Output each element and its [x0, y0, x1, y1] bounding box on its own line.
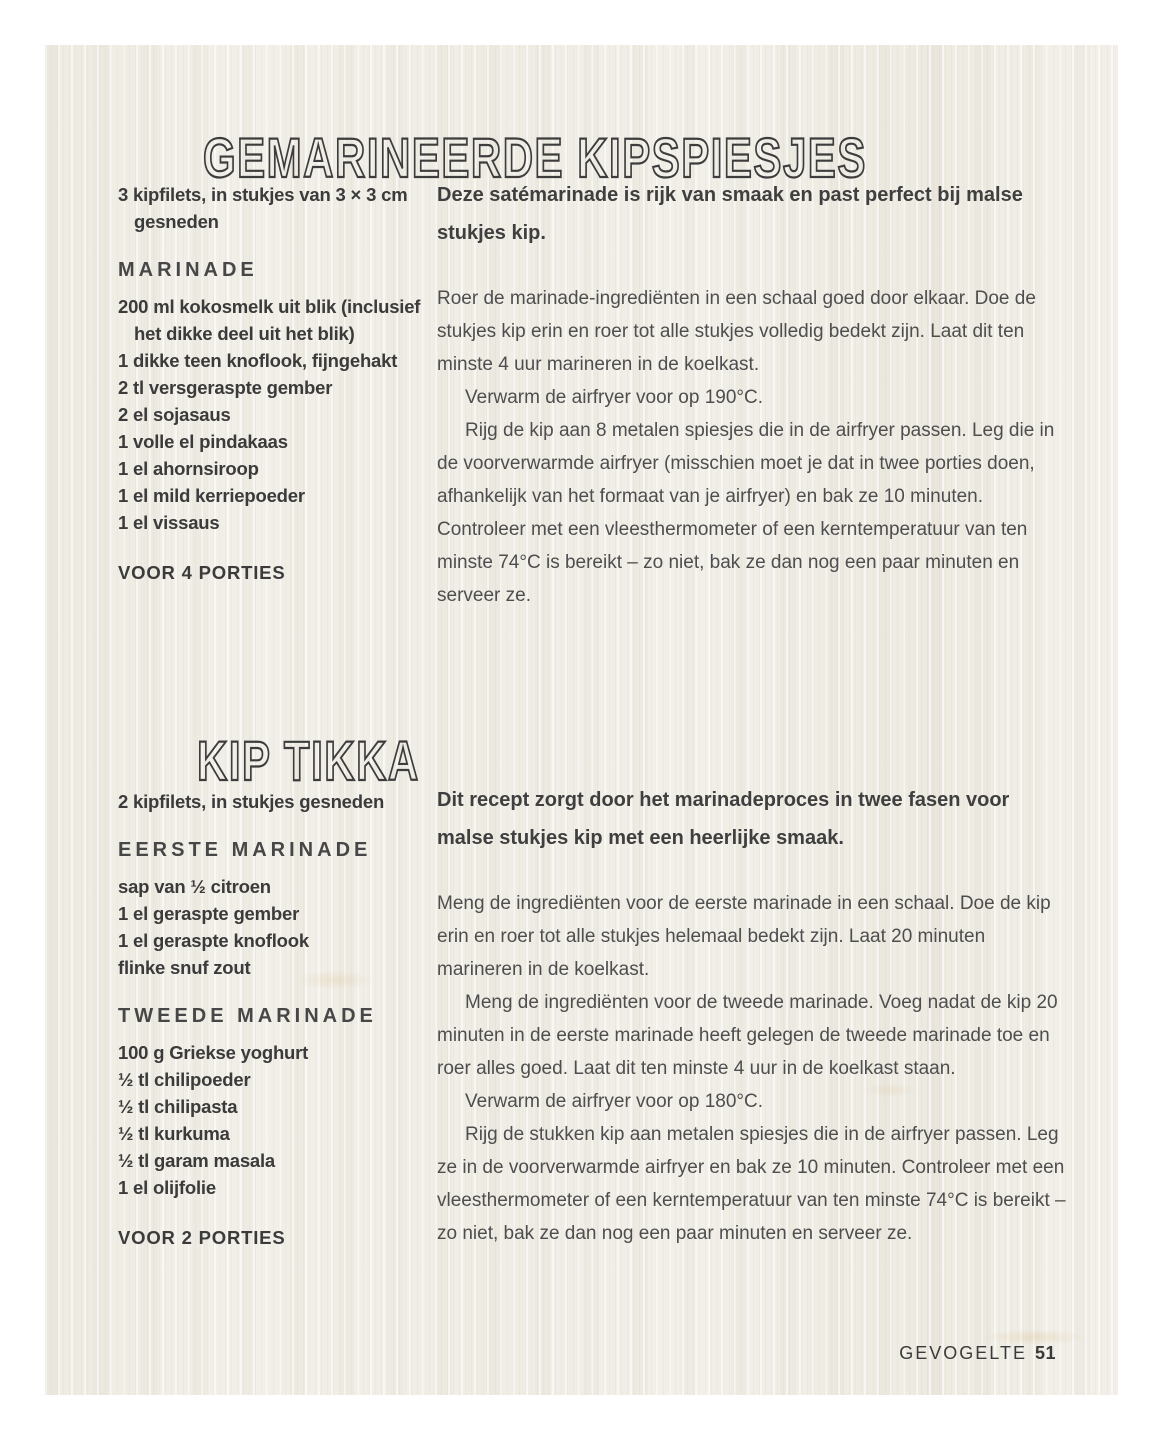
ingredient-item: 3 kipfilets, in stukjes van 3 × 3 cm gesneden [118, 184, 408, 232]
method-paragraph: Verwarm de airfryer voor op 190°C. [465, 387, 763, 408]
ingredient-item: flinke snuf zout [118, 957, 251, 978]
ingredient-item: 100 g Griekse yoghurt [118, 1042, 309, 1063]
section-header: MARINADE [118, 259, 258, 281]
ingredient-item: ½ tl chilipasta [118, 1096, 238, 1117]
ingredient-section-marinade [118, 259, 430, 536]
ingredient-item: sap van ½ citroen [118, 876, 271, 897]
method-paragraph: Meng de ingrediënten voor de eerste marinade in een schaal. Doe de kip erin en roer tot alle stukjes helemaal bedekt zijn. Laat 20 minuten marineren in de koelkast. [437, 893, 1051, 980]
method-text [437, 282, 1069, 612]
ingredients-column-recipe-1 [118, 181, 430, 584]
ingredient-item: 1 el olijfolie [118, 1177, 216, 1198]
method-paragraph: Rijg de kip aan 8 metalen spiesjes die in de airfryer passen. Leg die in de voorverwarmde airfryer (misschien moet je dat in twee porties doen, afhankelijk van het formaat van je airfryer) en bak ze 10 minuten. Controleer met een vleesthermometer of een kerntemperatuur van ten minste 74°C is bereikt – zo niet, bak ze dan nog een paar minuten en serveer ze. [437, 420, 1055, 606]
page-number: 51 [1034, 1343, 1056, 1363]
method-column-recipe-2 [437, 781, 1069, 1250]
page-footer [899, 1343, 1056, 1364]
ingredient-item: 1 dikke teen knoflook, fijngehakt [118, 350, 398, 371]
ingredients-column-recipe-2 [118, 788, 430, 1249]
ingredient-item: 1 el geraspte gember [118, 903, 300, 924]
ingredient-section-tweede-marinade [118, 1005, 430, 1201]
yield-note: VOOR 2 PORTIES [118, 1227, 286, 1248]
method-paragraph: Roer de marinade-ingrediënten in een schaal goed door elkaar. Doe de stukjes kip erin en roer tot alle stukjes volledig bedekt zijn. Laat dit ten minste 4 uur marineren in de koelkast. [437, 288, 1036, 375]
paper-background [45, 45, 1118, 1395]
section-header: EERSTE MARINADE [118, 839, 372, 861]
ingredient-list [118, 873, 430, 981]
footer-section-label: GEVOGELTE [899, 1343, 1027, 1363]
ingredient-list [118, 1039, 430, 1201]
method-text [437, 887, 1069, 1250]
ingredient-item: ½ tl kurkuma [118, 1123, 230, 1144]
recipe-intro: Dit recept zorgt door het marinadeproces in twee fasen voor malse stukjes kip met een heerlijke smaak. [437, 789, 1010, 849]
recipe-intro: Deze satémarinade is rijk van smaak en past perfect bij malse stukjes kip. [437, 184, 1023, 244]
ingredient-item: 2 kipfilets, in stukjes gesneden [118, 791, 385, 812]
ingredient-item: 1 el vissaus [118, 512, 220, 533]
method-column-recipe-1 [437, 176, 1069, 612]
section-header: TWEEDE MARINADE [118, 1005, 377, 1027]
method-paragraph: Verwarm de airfryer voor op 180°C. [465, 1091, 763, 1112]
method-paragraph: Rijg de stukken kip aan metalen spiesjes die in de airfryer passen. Leg ze in de voorverwarmde airfryer en bak ze 10 minuten. Controleer met een vleesthermometer of een kerntemperatuur van ten minste 74°C is bereikt – zo niet, bak ze dan nog een paar minuten en serveer ze. [437, 1124, 1066, 1244]
ingredient-section-eerste-marinade [118, 839, 430, 981]
ingredient-item: 200 ml kokosmelk uit blik (inclusief het dikke deel uit het blik) [118, 296, 421, 344]
pre-ingredient-list [118, 788, 430, 815]
method-paragraph: Meng de ingrediënten voor de tweede marinade. Voeg nadat de kip 20 minuten in de eerste marinade heeft gelegen de tweede marinade toe en roer alles goed. Laat dit ten minste 4 uur in de koelkast staan. [437, 992, 1058, 1079]
yield-note: VOOR 4 PORTIES [118, 562, 286, 583]
ingredient-item: 1 volle el pindakaas [118, 431, 288, 452]
ingredient-item: 1 el geraspte knoflook [118, 930, 309, 951]
ingredient-item: 1 el mild kerriepoeder [118, 485, 305, 506]
recipe-title-kip-tikka: KIP TIKKA [197, 728, 420, 792]
ingredient-item: 2 tl versgeraspte gember [118, 377, 333, 398]
pre-ingredient-list [118, 181, 430, 235]
ingredient-item: ½ tl garam masala [118, 1150, 276, 1171]
recipe-title-gemarineerde-kipspiesjes: GEMARINEERDE KIPSPIESJES [203, 125, 867, 189]
ingredient-item: 2 el sojasaus [118, 404, 231, 425]
ingredient-list [118, 293, 430, 536]
ingredient-item: ½ tl chilipoeder [118, 1069, 251, 1090]
ingredient-item: 1 el ahornsiroop [118, 458, 259, 479]
